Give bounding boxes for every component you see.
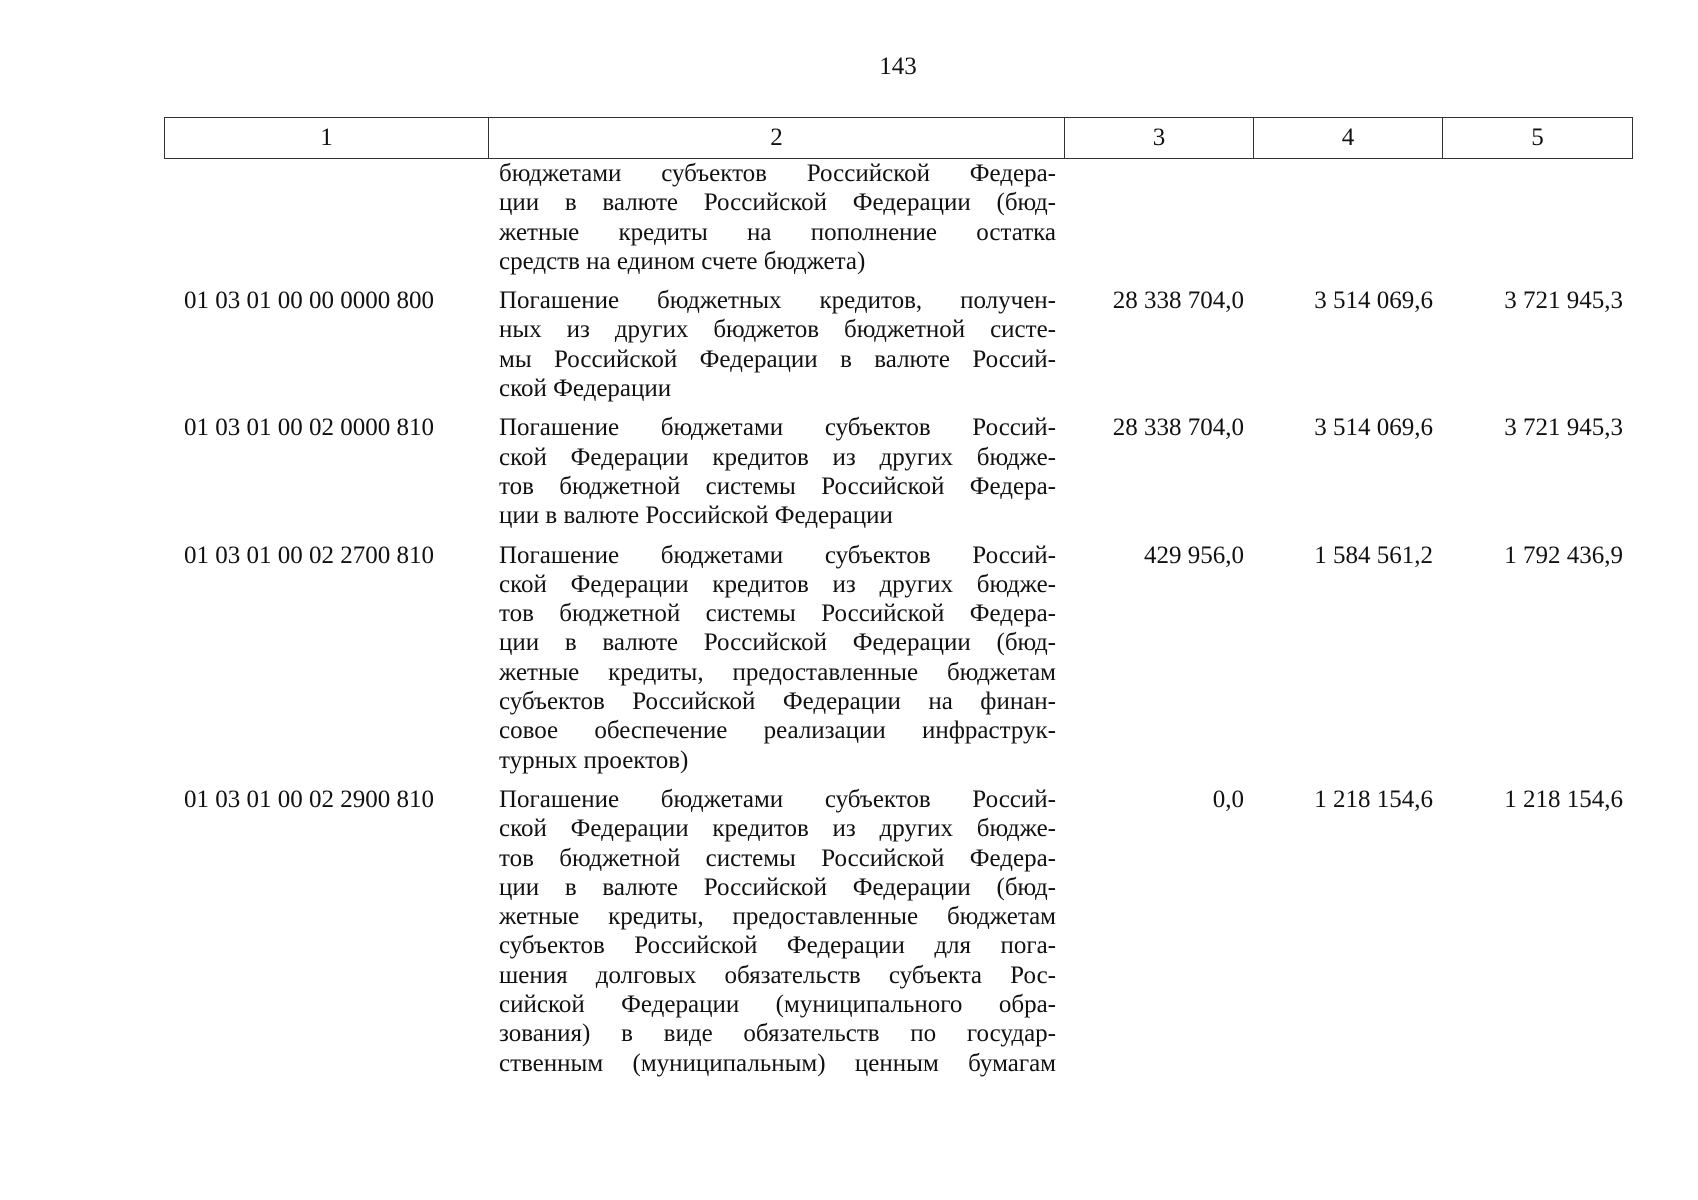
description-line: ской Федерации кредитов из других бюдже-: [499, 443, 1056, 471]
table-body: [164, 159, 1632, 1088]
row-value-4: 3 514 069,6: [1314, 414, 1433, 442]
description-line: шения долговых обязательств субъекта Рос-: [499, 961, 1056, 989]
row-value-3: 28 338 704,0: [1112, 287, 1244, 315]
description-line: Погашение бюджетами субъектов Россий-: [499, 785, 1056, 813]
row-value-5: 3 721 945,3: [1504, 414, 1623, 442]
header-col-1: 1: [165, 118, 489, 159]
description-line: субъектов Российской Федерации для пога-: [499, 932, 1056, 960]
description-line: сийской Федерации (муниципального обра-: [499, 991, 1056, 1019]
description-line: ции в валюте Российской Федерации: [499, 502, 893, 530]
description-line: мы Российской Федерации в валюте Россий-: [499, 345, 1056, 373]
description-line: жетные кредиты, предоставленные бюджетам: [499, 658, 1056, 686]
description-line: ции в валюте Российской Федерации (бюд-: [499, 873, 1056, 901]
row-code: 01 03 01 00 02 0000 810: [184, 414, 434, 442]
table-header: [164, 117, 1633, 159]
description-line: ской Федерации кредитов из других бюдже-: [499, 815, 1056, 843]
description-line: тов бюджетной системы Российской Федера-: [499, 600, 1056, 628]
table-row: [164, 159, 1632, 276]
table-row: [164, 286, 1632, 403]
description-line: ции в валюте Российской Федерации (бюд-: [499, 189, 1056, 217]
row-value-4: 1 218 154,6: [1314, 785, 1433, 813]
description-line: Погашение бюджетами субъектов Россий-: [499, 414, 1056, 442]
description-line: ской Федерации: [499, 375, 672, 403]
table-row: [164, 413, 1632, 530]
description-line: ных из других бюджетов бюджетной систе-: [499, 316, 1056, 344]
description-line: бюджетами субъектов Российской Федера-: [499, 160, 1056, 187]
description-line: тов бюджетной системы Российской Федера-: [499, 844, 1056, 872]
row-description: [488, 541, 1064, 775]
row-code: 01 03 01 00 02 2700 810: [184, 541, 434, 569]
row-description: [488, 785, 1064, 1078]
description-line: зования) в виде обязательств по государ-: [499, 1020, 1056, 1048]
description-line: Погашение бюджетных кредитов, получен-: [499, 287, 1056, 315]
description-line: Погашение бюджетами субъектов Россий-: [499, 541, 1056, 569]
row-code: 01 03 01 00 00 0000 800: [184, 287, 434, 315]
table-row: [164, 785, 1632, 1078]
description-line: ции в валюте Российской Федерации (бюд-: [499, 629, 1056, 657]
header-col-2: 2: [489, 118, 1065, 159]
row-code: 01 03 01 00 02 2900 810: [184, 785, 434, 813]
description-line: жетные кредиты, предоставленные бюджетам: [499, 903, 1056, 931]
header-row: [165, 118, 1633, 159]
row-value-3: 28 338 704,0: [1112, 414, 1244, 442]
description-line: совое обеспечение реализации инфраструк-: [499, 717, 1056, 745]
row-value-5: 1 792 436,9: [1504, 541, 1623, 569]
table-row: [164, 541, 1632, 775]
header-col-3: 3: [1065, 118, 1254, 159]
row-value-4: 3 514 069,6: [1314, 287, 1433, 315]
row-description: [488, 413, 1064, 530]
header-col-4: 4: [1254, 118, 1443, 159]
row-value-3: 429 956,0: [1144, 541, 1244, 569]
description-line: жетные кредиты на пополнение остатка: [499, 218, 1056, 246]
row-value-3: 0,0: [1212, 785, 1244, 813]
description-line: субъектов Российской Федерации на финан-: [499, 688, 1056, 716]
row-description: [488, 286, 1064, 403]
description-line: средств на едином счете бюджета): [499, 247, 866, 275]
row-value-4: 1 584 561,2: [1314, 541, 1433, 569]
description-line: турных проектов): [499, 746, 689, 774]
page-number: 143: [879, 53, 917, 80]
description-line: ственным (муниципальным) ценным бумагам: [499, 1049, 1056, 1077]
description-line: ской Федерации кредитов из других бюдже-: [499, 570, 1056, 598]
row-description: [488, 159, 1064, 276]
header-col-5: 5: [1443, 118, 1633, 159]
row-value-5: 3 721 945,3: [1504, 287, 1623, 315]
row-value-5: 1 218 154,6: [1504, 785, 1623, 813]
description-line: тов бюджетной системы Российской Федера-: [499, 472, 1056, 500]
